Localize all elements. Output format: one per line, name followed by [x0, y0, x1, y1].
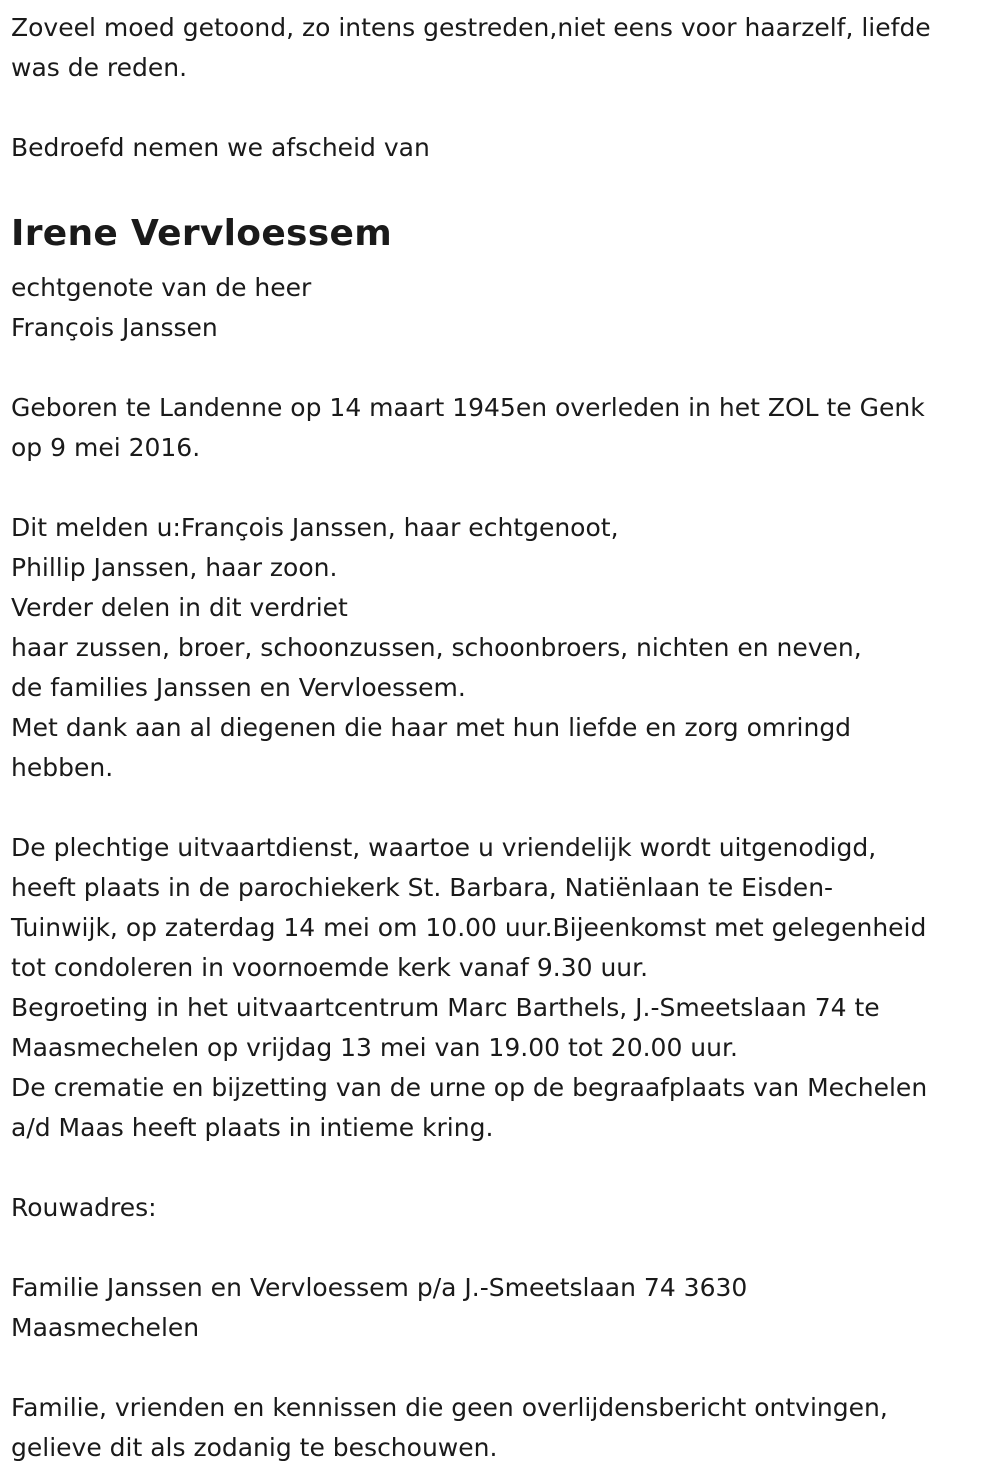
ceremony-line: tot condoleren in voornoemde kerk vanaf 9.30 uur.: [11, 953, 649, 982]
address-label-text: Rouwadres:: [11, 1193, 157, 1222]
relation-line: François Janssen: [11, 313, 218, 342]
ceremony-line: De crematie en bijzetting van de urne op de begraafplaats van Mechelen: [11, 1073, 928, 1102]
closing-line: Familie, vrienden en kennissen die geen overlijdensbericht ontvingen,: [11, 1393, 888, 1422]
announcers-line: Met dank aan al diegenen die haar met hun liefde en zorg omringd: [11, 713, 852, 742]
address-line: Familie Janssen en Vervloessem p/a J.-Smeetslaan 74 3630: [11, 1273, 748, 1302]
birth-death-line: Geboren te Landenne op 14 maart 1945en overleden in het ZOL te Genk: [11, 393, 925, 422]
announcers: [11, 508, 991, 788]
deceased-name: Irene Vervloessem: [11, 213, 393, 254]
address-label: [11, 1188, 991, 1228]
address: [11, 1268, 991, 1348]
announcers-line: Dit melden u:François Janssen, haar echtgenoot,: [11, 513, 619, 542]
announcers-line: de families Janssen en Vervloessem.: [11, 673, 466, 702]
announcers-line: haar zussen, broer, schoonzussen, schoonbroers, nichten en neven,: [11, 633, 862, 662]
intro-line: Bedroefd nemen we afscheid van: [11, 133, 430, 162]
death-notice: [11, 8, 991, 1468]
birth-death-info: [11, 388, 991, 468]
ceremony-line: De plechtige uitvaartdienst, waartoe u vriendelijk wordt uitgenodigd,: [11, 833, 877, 862]
ceremony-line: Tuinwijk, op zaterdag 14 mei om 10.00 uur.Bijeenkomst met gelegenheid: [11, 913, 927, 942]
ceremony-info: [11, 828, 991, 1148]
relation: [11, 268, 991, 348]
motto-line: Zoveel moed getoond, zo intens gestreden,niet eens voor haarzelf, liefde: [11, 13, 931, 42]
intro-text: [11, 128, 991, 168]
motto-line: was de reden.: [11, 53, 188, 82]
closing-note: [11, 1388, 991, 1468]
address-line: Maasmechelen: [11, 1313, 200, 1342]
ceremony-line: Maasmechelen op vrijdag 13 mei van 19.00 tot 20.00 uur.: [11, 1033, 738, 1062]
ceremony-line: Begroeting in het uitvaartcentrum Marc Barthels, J.-Smeetslaan 74 te: [11, 993, 880, 1022]
birth-death-line: op 9 mei 2016.: [11, 433, 201, 462]
ceremony-line: a/d Maas heeft plaats in intieme kring.: [11, 1113, 494, 1142]
relation-line: echtgenote van de heer: [11, 273, 312, 302]
announcers-line: Phillip Janssen, haar zoon.: [11, 553, 338, 582]
announcers-line: Verder delen in dit verdriet: [11, 593, 348, 622]
closing-line: gelieve dit als zodanig te beschouwen.: [11, 1433, 498, 1462]
motto: [11, 8, 991, 88]
announcers-line: hebben.: [11, 753, 114, 782]
ceremony-line: heeft plaats in de parochiekerk St. Barbara, Natiënlaan te Eisden-: [11, 873, 834, 902]
